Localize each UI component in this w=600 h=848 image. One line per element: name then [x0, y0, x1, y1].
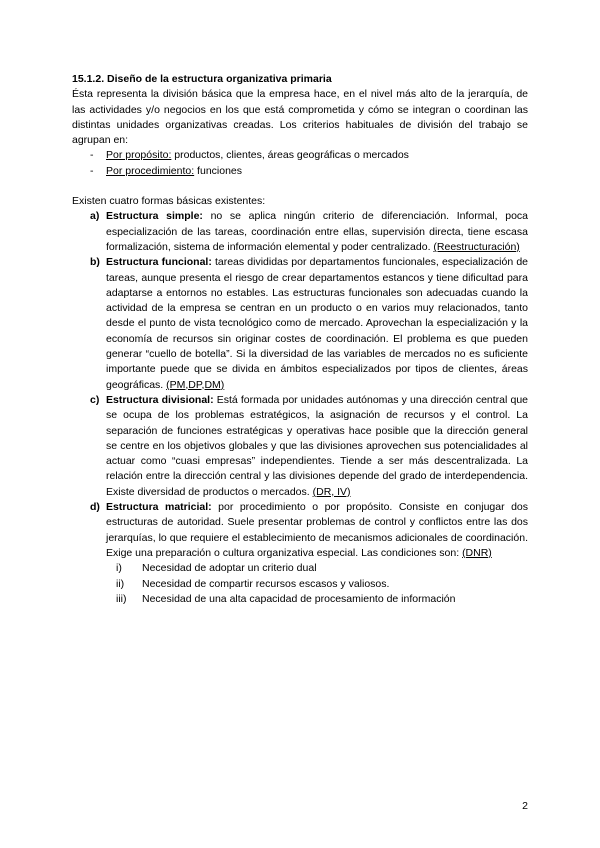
form-item-simple [72, 209, 528, 255]
criteria-item [72, 148, 528, 163]
list-marker: a) [90, 210, 100, 223]
form-text: Está formada por unidades autónomas y una dirección central que se ocupa de los problemas estratégicos, la asignación de recursos y el control. La separación de funciones estratégicas y operativas hace posible que la dirección general se centre en los objetivos globales y que las divisiones aprovechen sus potencialidades al actuar como “cuasi empresas” independientes. Tiende a ser más descentralizada. La relación entre la dirección central y las divisiones depende del grado de interdependencia. Existe diversidad de productos o mercados. [106, 393, 528, 498]
form-item-funcional [72, 255, 528, 393]
page-number: 2 [522, 800, 528, 812]
criteria-text: productos, clientes, áreas geográficas o mercados [171, 149, 409, 162]
list-marker: ii) [116, 577, 125, 590]
condition-text: Necesidad de una alta capacidad de procesamiento de información [142, 592, 456, 605]
form-ref: (DR, IV) [312, 485, 351, 498]
condition-text: Necesidad de compartir recursos escasos y valiosos. [142, 577, 390, 590]
forms-list [72, 209, 528, 607]
section-heading: 15.1.2. Diseño de la estructura organizativa primaria [72, 73, 332, 85]
conditions-list [106, 561, 528, 607]
forms-intro: Existen cuatro formas básicas existentes: [72, 195, 266, 208]
list-marker: iii) [116, 592, 127, 605]
criteria-term: Por propósito: [106, 149, 172, 162]
dash-bullet: - [90, 164, 94, 177]
form-title: Estructura matricial: [106, 501, 212, 514]
form-title: Estructura divisional: [106, 393, 214, 406]
list-marker: c) [90, 393, 100, 406]
condition-item [106, 592, 528, 607]
form-ref: (Reestructuración) [433, 240, 520, 253]
criteria-term: Por procedimiento: [106, 164, 195, 177]
form-text: por procedimiento o por propósito. Consiste en conjugar dos estructuras de autoridad. Suele presentar problemas de control y conflictos entre las dos jerarquías, lo que requiere el establecimiento de mecanismos adicionales de coordinación. Exige una preparación o cultura organizativa especial. Las condiciones son: [106, 501, 528, 559]
criteria-list [72, 148, 528, 179]
dash-bullet: - [90, 149, 94, 162]
form-title: Estructura funcional: [106, 256, 212, 269]
document-page [72, 72, 528, 607]
form-title: Estructura simple: [106, 210, 203, 223]
condition-item [106, 577, 528, 592]
form-ref: (PM,DP,DM) [166, 378, 225, 391]
form-ref: (DNR) [462, 546, 492, 559]
form-item-matricial [72, 500, 528, 607]
condition-item [106, 561, 528, 576]
list-marker: i) [116, 562, 122, 575]
form-item-divisional [72, 393, 528, 500]
list-marker: b) [90, 256, 100, 269]
section-intro: Ésta representa la división básica que la empresa hace, en el nivel más alto de la jerarquía, de las actividades y/o negocios en los que está comprometida y cómo se integran o coordinan las distintas unidades organizativas creadas. Los criterios habituales de división del trabajo se agrupan en: [72, 88, 528, 147]
form-text: tareas divididas por departamentos funcionales, especialización de tareas, aunque presenta el riesgo de crear departamentos estancos y tiene dificultad para adaptarse a entornos no estables. Las estructuras funcionales son adecuadas cuando la actividad de la empresa se centran en un producto o en varios muy relacionados, tanto desde el punto de vista tecnológico como de mercado. Aprovechan la especialización y la economía de recursos sin originar costes de coordinación. El problema es que pueden generar “cuello de botella”. Si la diversidad de las variables de mercados no es suficiente importante puede que se divida en ámbitos especializados por tipos de clientes, áreas geográficas. [106, 256, 528, 391]
condition-text: Necesidad de adoptar un criterio dual [142, 562, 317, 575]
criteria-text: funciones [194, 164, 243, 177]
list-marker: d) [90, 501, 100, 514]
form-text: no se aplica ningún criterio de diferenciación. Informal, poca especialización de las tareas, coordinación entre ellas, supervisión directa, tiene escasa formalización, sistema de información elemental y poder centralizado. [106, 210, 528, 253]
criteria-item [72, 164, 528, 179]
